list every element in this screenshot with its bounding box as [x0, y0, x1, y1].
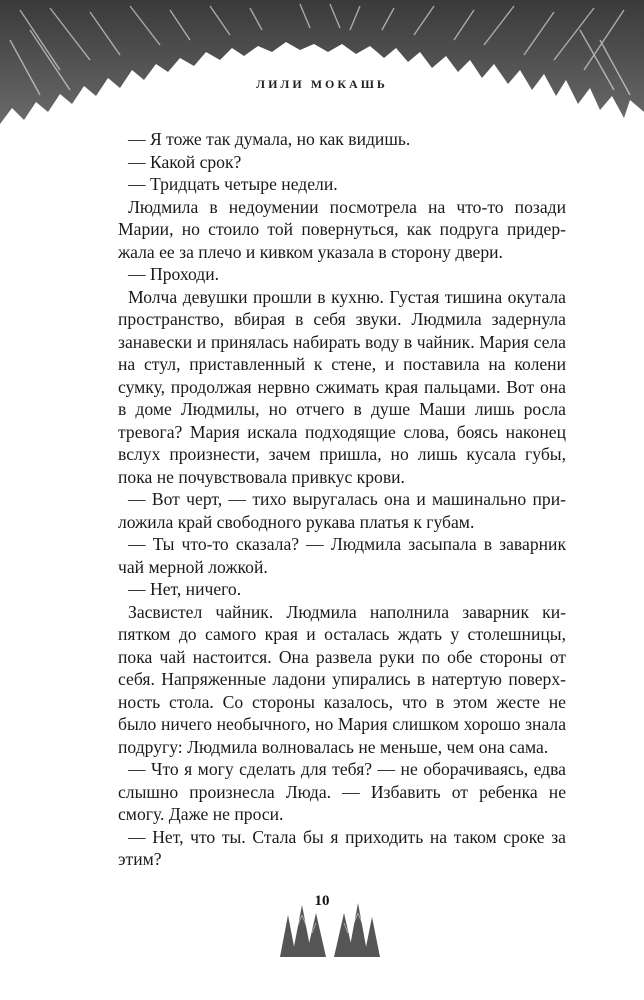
paragraph: Людмила в недоумении посмотрела на что-то позади Марии, но стоило той повернуться, как подруга придержала ее за плечо и кивком указала в сторону двери. [118, 196, 566, 262]
paragraph: — Ты что-то сказала? — Людмила засыпала в заварник чай мерной ложкой. [118, 534, 566, 577]
paragraph: Засвистел чайник. Людмила наполнила заварник кипятком до самого края и осталась ждать у столешницы, пока чай настоится. Она развела руки по обе стороны от себя. Напряженные ладони упирались в натертую поверхность стола. Со стороны казалось, что в этом жесте не было ничего необычного, но Мария слишком хорошо знала подругу: Людмила волновалась не меньше, чем она сама. [118, 601, 566, 757]
paragraph: — Тридцать четыре недели. [128, 174, 338, 194]
paragraph: — Нет, ничего. [128, 579, 242, 599]
top-forest-ornament [0, 0, 644, 140]
paragraph: Молча девушки прошли в кухню. Густая тишина окутала пространство, вбирая в себя звуки. Людмила задернула занавески и принялась набирать воду в чайник. Мария села на стул, приставленный к стене, и поставила на колени сумку, продолжая нервно сжимать края пальцами. Вот она в доме Людмилы, но отчего в душе Маши лишь росла тревога? Мария искала подходящие слова, боясь наконец вслух произнести, зачем пришла, но лишь кусала губы, пока не почувствовала привкус крови. [118, 286, 566, 487]
page-number: 10 [314, 893, 330, 909]
paragraph: — Вот черт, — тихо выругалась она и машинально приложила край свободного рукава платья к губам. [118, 489, 566, 532]
paragraph: — Какой срок? [128, 151, 242, 172]
page-body [118, 128, 566, 871]
running-header: ЛИЛИ МОКАШЬ [256, 77, 388, 91]
paragraph: — Что я могу сделать для тебя? — не оборачиваясь, едва слышно произнесла Люда. — Избавить от ребенка не смогу. Даже не проси. [118, 759, 566, 824]
paragraph: — Нет, что ты. Стала бы я приходить на таком сроке за этим? [118, 826, 566, 869]
paragraph: — Я тоже так думала, но как видишь. [128, 129, 411, 149]
paragraph: — Проходи. [128, 264, 220, 284]
